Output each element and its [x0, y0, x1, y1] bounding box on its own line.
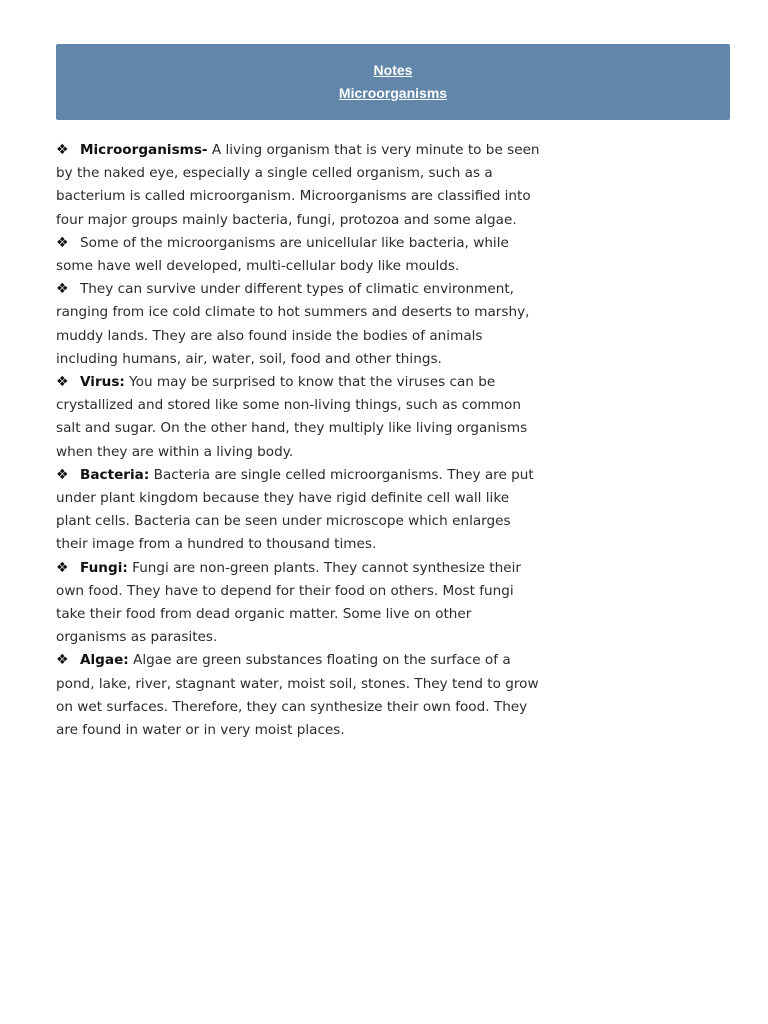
diamond-bullet-icon: ❖: [56, 559, 69, 576]
notes-list: [56, 139, 546, 742]
note-item: [56, 232, 546, 278]
note-text: They can survive under different types of climatic environment, ranging from ice cold climate to hot summers and deserts to marshy, muddy lands. They are also found inside the bodies of animals including humans, air, water, soil, food and other things.: [56, 281, 530, 367]
note-term: Algae:: [80, 652, 129, 669]
note-item: [56, 464, 546, 557]
note-item: [56, 139, 546, 232]
note-text: You may be surprised to know that the viruses can be crystallized and stored like some non-living things, such as common salt and sugar. On the other hand, they multiply like living organisms when they are within a living body.: [56, 374, 528, 460]
note-item: [56, 278, 546, 371]
note-text: Algae are green substances floating on the surface of a pond, lake, river, stagnant water, moist soil, stones. They tend to grow on wet surfaces. Therefore, they can synthesize their own food. They are found in water or in very moist places.: [56, 652, 539, 739]
note-item: [56, 557, 546, 650]
header-subtitle: Microorganisms: [338, 85, 448, 101]
diamond-bullet-icon: ❖: [56, 466, 69, 483]
note-text: A living organism that is very minute to be seen by the naked eye, especially a single celled organism, such as a bacterium is called microorganism. Microorganisms are classified into four major groups mainly bacteria, fungi, protozoa and some algae.: [56, 142, 540, 228]
diamond-bullet-icon: ❖: [56, 374, 69, 391]
note-item: [56, 649, 546, 742]
diamond-bullet-icon: ❖: [56, 142, 69, 158]
note-text: Bacteria are single celled microorganisms. They are put under plant kingdom because they have rigid definite cell wall like plant cells. Bacteria can be seen under microscope which enlarges their image from a hundred to thousand times.: [56, 466, 534, 553]
header-banner: [56, 44, 730, 120]
diamond-bullet-icon: ❖: [56, 234, 69, 251]
diamond-bullet-icon: ❖: [56, 652, 69, 669]
note-term: Microorganisms-: [80, 142, 208, 158]
header-title: Notes: [373, 62, 413, 78]
note-term: Virus:: [80, 374, 125, 391]
note-term: Bacteria:: [80, 466, 150, 483]
note-term: Fungi:: [80, 559, 128, 576]
note-text: Some of the microorganisms are unicellular like bacteria, while some have well developed, multi-cellular body like moulds.: [56, 234, 509, 275]
note-item: [56, 371, 546, 464]
note-text: Fungi are non-green plants. They cannot synthesize their own food. They have to depend for their food on others. Most fungi take their food from dead organic matter. Some live on other organisms as parasites.: [56, 559, 521, 646]
diamond-bullet-icon: ❖: [56, 281, 69, 298]
